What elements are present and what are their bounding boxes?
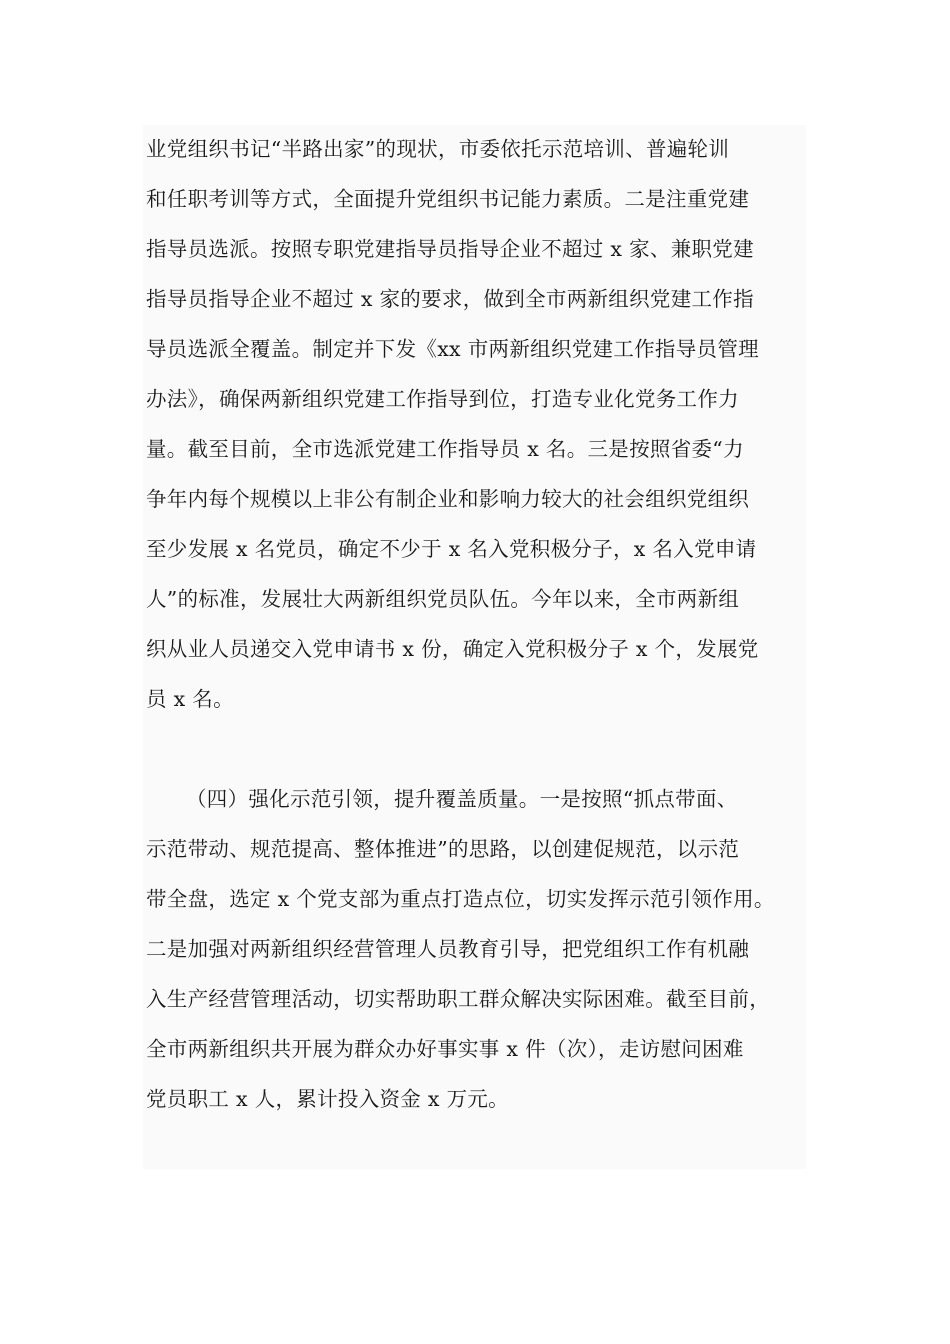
paragraph-2-line-7: 党员职工 x 人，累计投入资金 x 万元。 bbox=[146, 1087, 509, 1111]
paragraph-1-line-6: 办法》，确保两新组织党建工作指导到位，打造专业化党务工作力 bbox=[146, 387, 739, 411]
paragraph-1-line-1: 业党组织书记“半路出家”的现状，市委依托示范培训、普遍轮训 bbox=[146, 137, 730, 161]
paragraph-1-line-10: 人”的标准，发展壮大两新组织党员队伍。今年以来，全市两新组 bbox=[146, 587, 740, 611]
paragraph-2-line-4: 二是加强对两新组织经营管理人员教育引导，把党组织工作有机融 bbox=[146, 937, 750, 961]
paragraph-1-line-2: 和任职考训等方式，全面提升党组织书记能力素质。二是注重党建 bbox=[146, 187, 750, 211]
paragraph-1-line-12: 员 x 名。 bbox=[146, 687, 234, 711]
paragraph-2-line-5: 入生产经营管理活动，切实帮助职工群众解决实际困难。截至目前， bbox=[146, 987, 770, 1011]
paragraph-2-line-3: 带全盘，选定 x 个党支部为重点打造点位，切实发挥示范引领作用。 bbox=[146, 887, 775, 911]
paragraph-2-line-1: （四）强化示范引领，提升覆盖质量。一是按照“抓点带面、 bbox=[186, 787, 738, 811]
paragraph-1-line-9: 至少发展 x 名党员，确定不少于 x 名入党积极分子，x 名入党申请 bbox=[146, 537, 757, 561]
paragraph-2-line-2: 示范带动、规范提高、整体推进”的思路，以创建促规范，以示范 bbox=[146, 837, 740, 861]
paragraph-1-line-11: 织从业人员递交入党申请书 x 份，确定入党积极分子 x 个，发展党 bbox=[146, 637, 759, 661]
paragraph-1-line-3: 指导员选派。按照专职党建指导员指导企业不超过 x 家、兼职党建 bbox=[146, 237, 754, 261]
paragraph-1-line-7: 量。截至目前，全市选派党建工作指导员 x 名。三是按照省委“力 bbox=[146, 437, 744, 461]
paragraph-1-line-4: 指导员指导企业不超过 x 家的要求，做到全市两新组织党建工作指 bbox=[146, 287, 754, 311]
paragraph-2-line-6: 全市两新组织共开展为群众办好事实事 x 件（次），走访慰问困难 bbox=[146, 1037, 744, 1061]
paragraph-1-line-8: 争年内每个规模以上非公有制企业和影响力较大的社会组织党组织 bbox=[146, 487, 750, 511]
paragraph-1-line-5: 导员选派全覆盖。制定并下发《xx 市两新组织党建工作指导员管理 bbox=[146, 337, 759, 361]
